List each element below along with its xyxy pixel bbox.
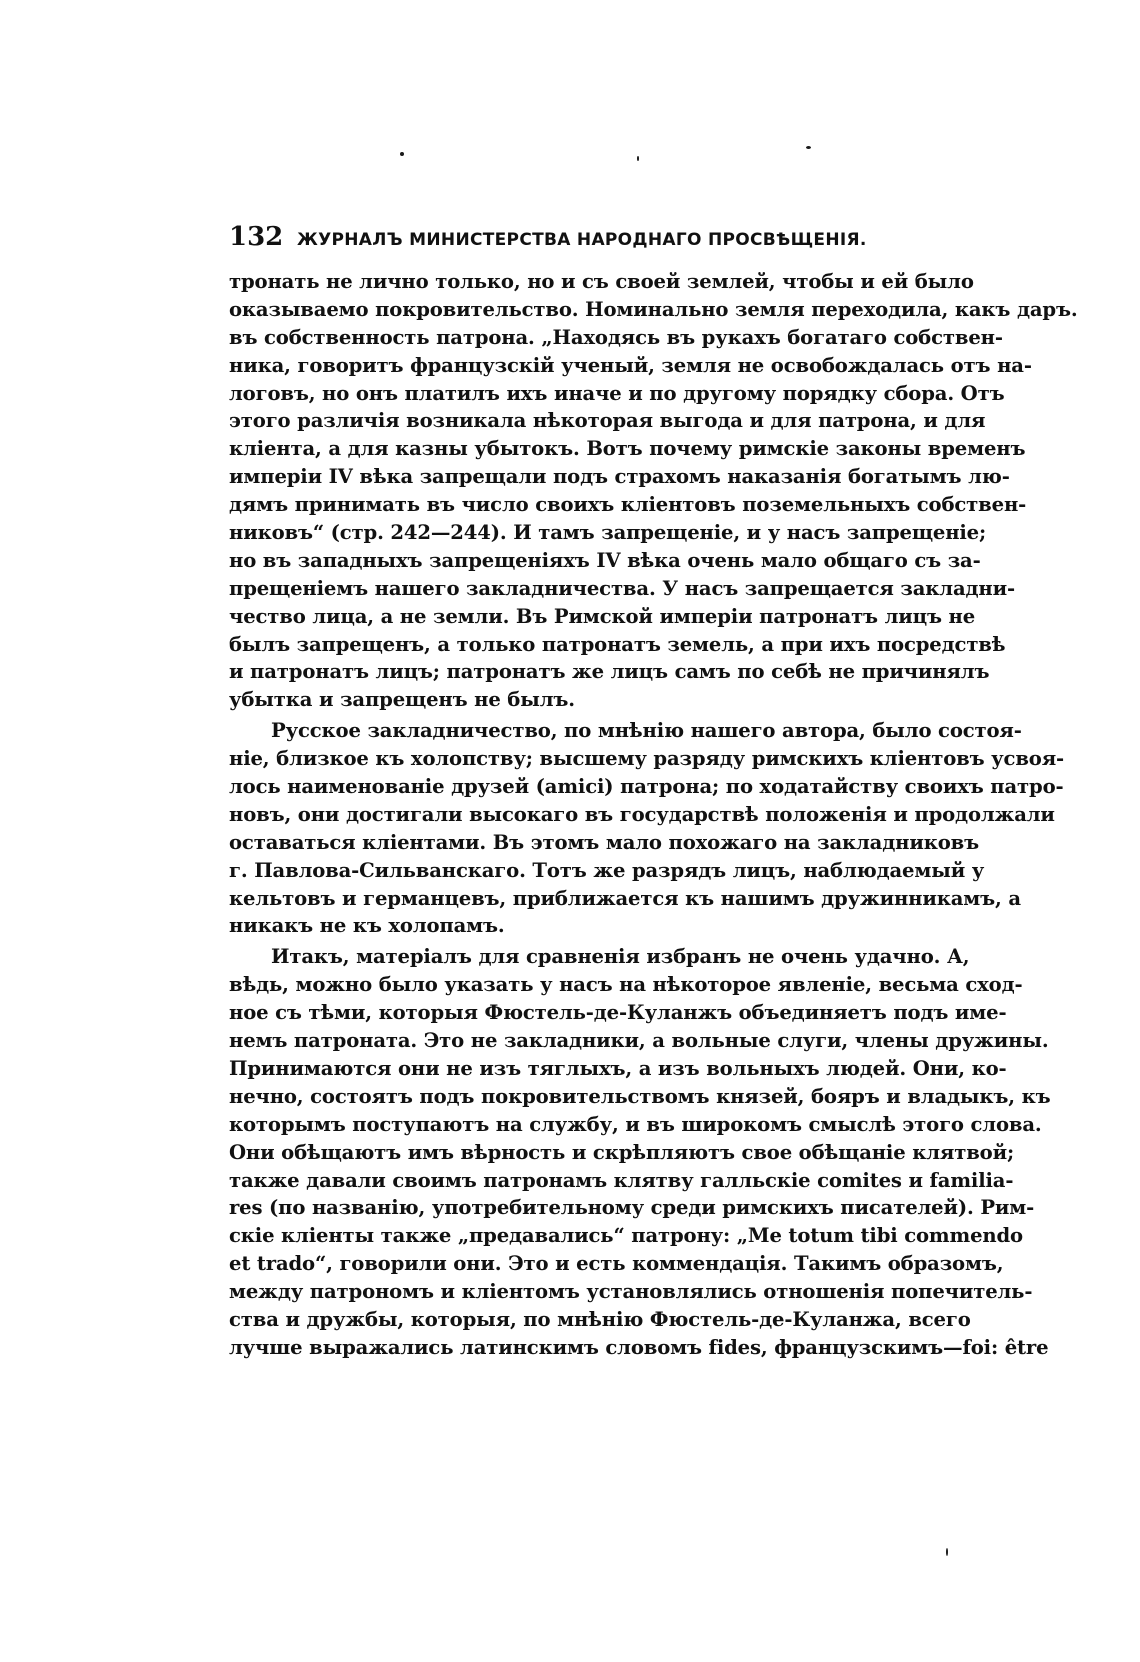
print-speck: [400, 152, 404, 156]
journal-title: ЖУРНАЛЪ МИНИСТЕРСТВА НАРОДНАГО ПРОСВѢЩЕНІЯ.: [297, 230, 867, 250]
text-line: имперіи IV вѣка запрещали подъ страхомъ наказанія богатымъ лю-: [229, 465, 1010, 489]
text-line: ное съ тѣми, которыя Фюстель-де-Куланжъ объединяетъ подъ име-: [229, 1001, 1007, 1025]
text-line: res (по названію, употребительному среди римскихъ писателей). Рим-: [229, 1196, 1035, 1220]
text-line: et trado“, говорили они. Это и есть коммендація. Такимъ образомъ,: [229, 1252, 1004, 1276]
page-number: 132: [229, 222, 284, 252]
text-line: этого различія возникала нѣкоторая выгода и для патрона, и для: [229, 409, 986, 433]
text-line: никакъ не къ холопамъ.: [229, 914, 505, 938]
text-line: немъ патроната. Это не закладники, а вольные слуги, члены дружины.: [229, 1029, 1049, 1053]
text-line: логовъ, но онъ платилъ ихъ иначе и по другому порядку сбора. Отъ: [229, 381, 1005, 405]
text-line: лось наименованіе друзей (amici) патрона; по ходатайству своихъ патро-: [229, 775, 1064, 799]
text-line: дямъ принимать въ число своихъ кліентовъ поземельныхъ собствен-: [229, 493, 1027, 517]
text-line: г. Павлова-Сильванскаго. Тотъ же разрядъ лицъ, наблюдаемый у: [229, 858, 985, 882]
text-line: кліента, а для казны убытокъ. Вотъ почему римскіе законы временъ: [229, 437, 1026, 461]
text-line: въ собственность патрона. „Находясь въ рукахъ богатаго собствен-: [229, 325, 1003, 349]
text-line: лучше выражались латинскимъ словомъ fides, французскимъ—foi: être: [229, 1335, 1049, 1359]
text-line: никовъ“ (стр. 242—244). И тамъ запрещеніе, и у насъ запрещеніе;: [229, 521, 987, 545]
text-line: вѣдь, можно было указать у насъ на нѣкоторое явленіе, весьма сход-: [229, 973, 1023, 997]
text-line: Они обѣщаютъ имъ вѣрность и скрѣпляютъ свое обѣщаніе клятвой;: [229, 1140, 1015, 1164]
text-line: оставаться кліентами. Въ этомъ мало похожаго на закладниковъ: [229, 830, 979, 854]
text-line: между патрономъ и кліентомъ установлялись отношенія попечитель-: [229, 1280, 1033, 1304]
text-line: и патронатъ лицъ; патронатъ же лицъ самъ по себѣ не причинялъ: [229, 660, 990, 684]
print-speck: [806, 146, 811, 149]
paragraph: [229, 717, 1065, 940]
text-line: Принимаются они не изъ тяглыхъ, а изъ вольныхъ людей. Они, ко-: [229, 1056, 1007, 1080]
print-speck: [637, 156, 639, 161]
text-line: новъ, они достигали высокаго въ государствѣ положенія и продолжали: [229, 802, 1055, 826]
text-line: ніе, близкое къ холопству; высшему разряду римскихъ кліентовъ усвоя-: [229, 747, 1065, 771]
text-line: былъ запрещенъ, а только патронатъ земель, а при ихъ посредствѣ: [229, 632, 1006, 656]
paragraph: [229, 268, 1078, 714]
body-text: [229, 268, 1078, 1362]
text-line: Итакъ, матеріалъ для сравненія избранъ не очень удачно. А,: [271, 945, 970, 969]
text-line: также давали своимъ патронамъ клятву галльскіе comites и familia-: [229, 1168, 1014, 1192]
text-line: убытка и запрещенъ не былъ.: [229, 688, 575, 712]
text-line: Русское закладничество, по мнѣнію нашего автора, было состоя-: [271, 719, 1022, 743]
text-line: ства и дружбы, которыя, по мнѣнію Фюстель-де-Куланжа, всего: [229, 1307, 971, 1331]
text-line: чество лица, а не земли. Въ Римской имперіи патронатъ лицъ не: [229, 604, 976, 628]
text-line: кельтовъ и германцевъ, приближается къ нашимъ дружинникамъ, а: [229, 886, 1021, 910]
text-line: тронать не лично только, но и съ своей землей, чтобы и ей было: [229, 270, 974, 293]
text-line: оказываемо покровительство. Номинально земля переходила, какъ даръ.: [229, 297, 1078, 321]
text-line: скіе кліенты также „предавались“ патрону: „Me totum tibi commendo: [229, 1224, 1023, 1248]
running-head: [229, 222, 969, 258]
text-line: но въ западныхъ запрещеніяхъ IV вѣка очень мало общаго съ за-: [229, 548, 981, 572]
text-line: нечно, состоятъ подъ покровительствомъ князей, бояръ и владыкъ, къ: [229, 1084, 1051, 1108]
paragraph: [229, 943, 1051, 1361]
print-speck: [946, 1548, 948, 1556]
text-line: ника, говоритъ французскій ученый, земля не освобождалась отъ на-: [229, 353, 1032, 377]
text-line: прещеніемъ нашего закладничества. У насъ запрещается закладни-: [229, 576, 1015, 600]
text-line: которымъ поступаютъ на службу, и въ широкомъ смыслѣ этого слова.: [229, 1112, 1042, 1136]
